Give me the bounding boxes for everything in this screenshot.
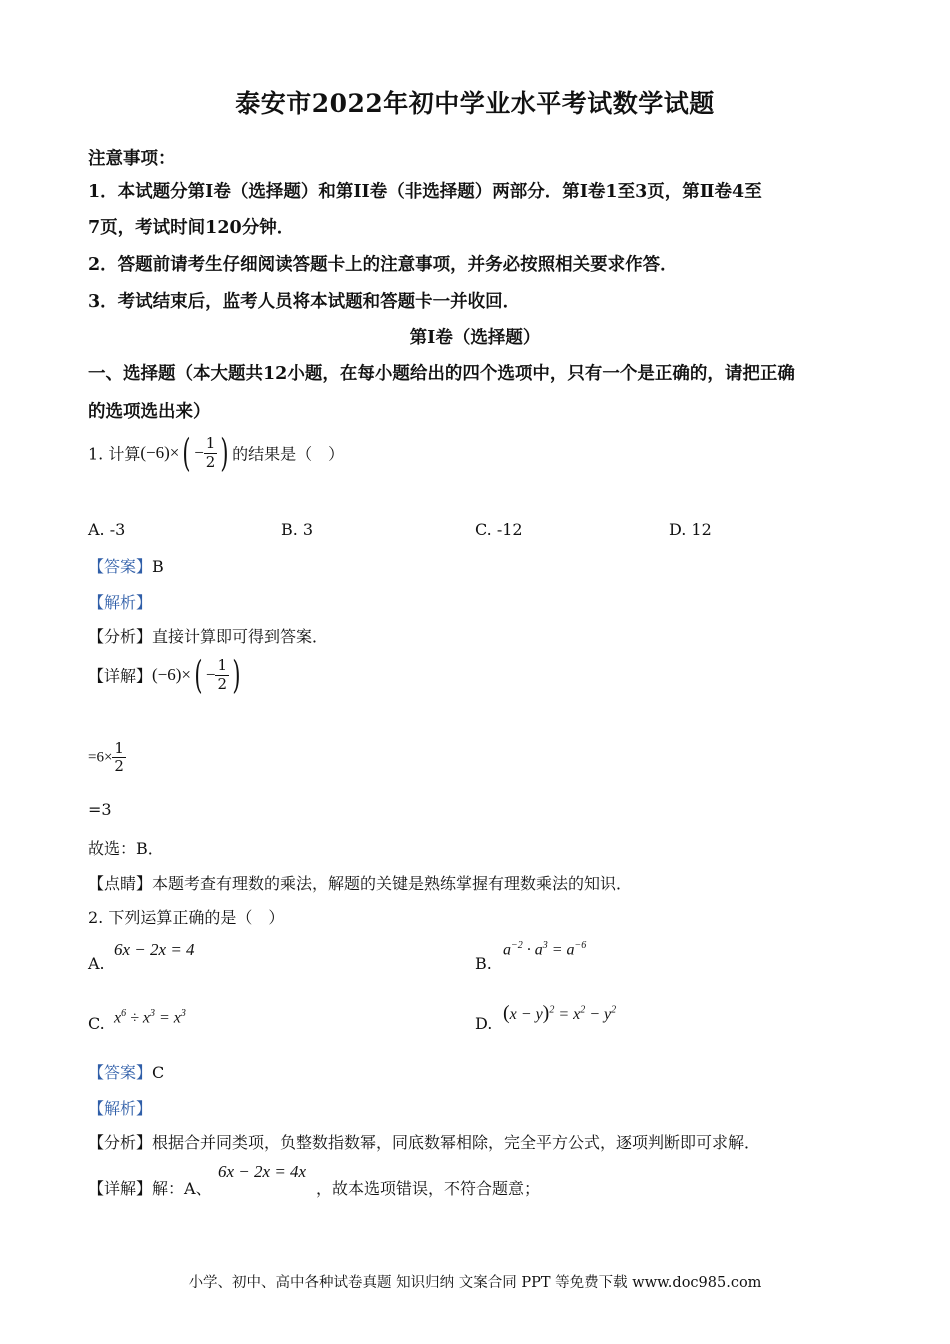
minus-sign: − xyxy=(205,665,216,684)
question-2-answer xyxy=(88,1060,164,1083)
question-1-step-1 xyxy=(88,740,126,776)
question-1-analysis-tag: 【解析】 xyxy=(88,593,153,612)
question-1-option-d: D. 12 xyxy=(669,520,712,539)
question-2-detail-expr: 6x − 2x = 4x xyxy=(218,1162,307,1181)
section-intro-line-2: 的选项选出来） xyxy=(88,402,211,422)
question-1-comment xyxy=(88,871,632,894)
answer-tag: 【答案】 xyxy=(88,557,153,576)
question-2-option-d-expr: $(x - y)^2 = x^2 - y^2$ xyxy=(503,1002,617,1024)
question-2-option-c-label: C. xyxy=(88,1014,105,1033)
question-2-option-b-expr: $a^{-2} \cdot a^3 = a^{-6}$ xyxy=(503,940,587,959)
comment-text: 本题考查有理数的乘法，解题的关键是熟练掌握有理数乘法的知识． xyxy=(152,874,633,893)
page-footer: 小学、初中、高中各种试卷真题 知识归纳 文案合同 PPT 等免费下载 www.doc985.com xyxy=(188,1275,762,1291)
section-intro-line-1: 一、选择题（本大题共12小题，在每小题给出的四个选项中，只有一个是正确的，请把正确 xyxy=(88,364,795,384)
open-paren: ( xyxy=(182,431,191,475)
question-2-option-b-label: B. xyxy=(475,954,492,973)
question-2-option-a-expr: 6x − 2x = 4 xyxy=(114,940,195,959)
question-2-analysis xyxy=(88,1130,760,1153)
question-1-prefix: 1. 计算 xyxy=(88,444,141,464)
analysis-label: 【分析】 xyxy=(88,1133,153,1152)
answer-value: C xyxy=(152,1063,165,1082)
fraction-one-half: $\frac{1}{2}$ xyxy=(205,434,216,471)
detail-label: 【详解】 xyxy=(88,666,153,686)
question-2-detail-suffix: ，故本选项错误，不符合题意； xyxy=(316,1179,541,1198)
notice-item-1-line-1: 1．本试题分第Ⅰ卷（选择题）和第II卷（非选择题）两部分．第Ⅰ卷1至3页，第Ⅱ卷4至 xyxy=(88,182,762,202)
analysis-text: 直接计算即可得到答案． xyxy=(152,627,329,646)
question-1-option-c: C. -12 xyxy=(475,520,523,539)
question-1-step-2: =3 xyxy=(88,800,112,819)
question-1-suffix: 的结果是（ ） xyxy=(232,444,345,464)
notice-item-1-line-2: 7页，考试时间120分钟． xyxy=(88,218,295,238)
answer-tag: 【答案】 xyxy=(88,1063,153,1082)
question-1-lead-expr: (−6)× xyxy=(140,443,180,462)
detail-lead-expr: (−6)× xyxy=(152,665,192,684)
answer-value: B xyxy=(152,557,164,576)
question-2-option-a-label: A. xyxy=(88,954,105,973)
fraction-one-half: $\frac{1}{2}$ xyxy=(217,656,227,693)
question-2-detail xyxy=(88,1176,212,1199)
close-paren: ) xyxy=(220,431,229,475)
notice-heading: 注意事项： xyxy=(88,149,176,169)
part-title: 第Ⅰ卷（选择题） xyxy=(409,328,541,348)
question-1-stem xyxy=(88,431,345,475)
page-title: 泰安市2022年初中学业水平考试数学试题 xyxy=(235,89,715,118)
analysis-text: 根据合并同类项，负整数指数幂，同底数幂相除，完全平方公式，逐项判断即可求解． xyxy=(152,1133,761,1152)
open-paren: ( xyxy=(194,653,203,697)
detail-prefix: 解：A、 xyxy=(152,1179,212,1198)
analysis-label: 【分析】 xyxy=(88,627,153,646)
fraction-one-half: $\frac{1}{2}$ xyxy=(114,739,124,776)
minus-sign: − xyxy=(194,443,204,462)
notice-item-2: 2．答题前请考生仔细阅读答题卡上的注意事项，并务必按照相关要求作答． xyxy=(88,255,678,275)
notice-item-3: 3．考试结束后，监考人员将本试题和答题卡一并收回． xyxy=(88,292,521,312)
question-2-stem: 2. 下列运算正确的是（ ） xyxy=(88,908,285,927)
question-1-option-b: B. 3 xyxy=(281,520,314,539)
question-2-option-c-expr: $x^6 \div x^3 = x^3$ xyxy=(114,1008,186,1027)
question-1-answer xyxy=(88,554,164,577)
close-paren: ) xyxy=(232,653,241,697)
comment-label: 【点睛】 xyxy=(88,874,153,893)
question-2-option-d-label: D. xyxy=(475,1014,493,1033)
question-1-detail xyxy=(88,653,244,697)
detail-label: 【详解】 xyxy=(88,1179,153,1198)
question-1-analysis xyxy=(88,624,328,647)
question-2-analysis-tag: 【解析】 xyxy=(88,1099,153,1118)
step-1-lead: =6× xyxy=(88,749,113,766)
question-1-conclusion: 故选：B． xyxy=(88,839,164,858)
question-1-option-a: A. -3 xyxy=(88,520,126,539)
